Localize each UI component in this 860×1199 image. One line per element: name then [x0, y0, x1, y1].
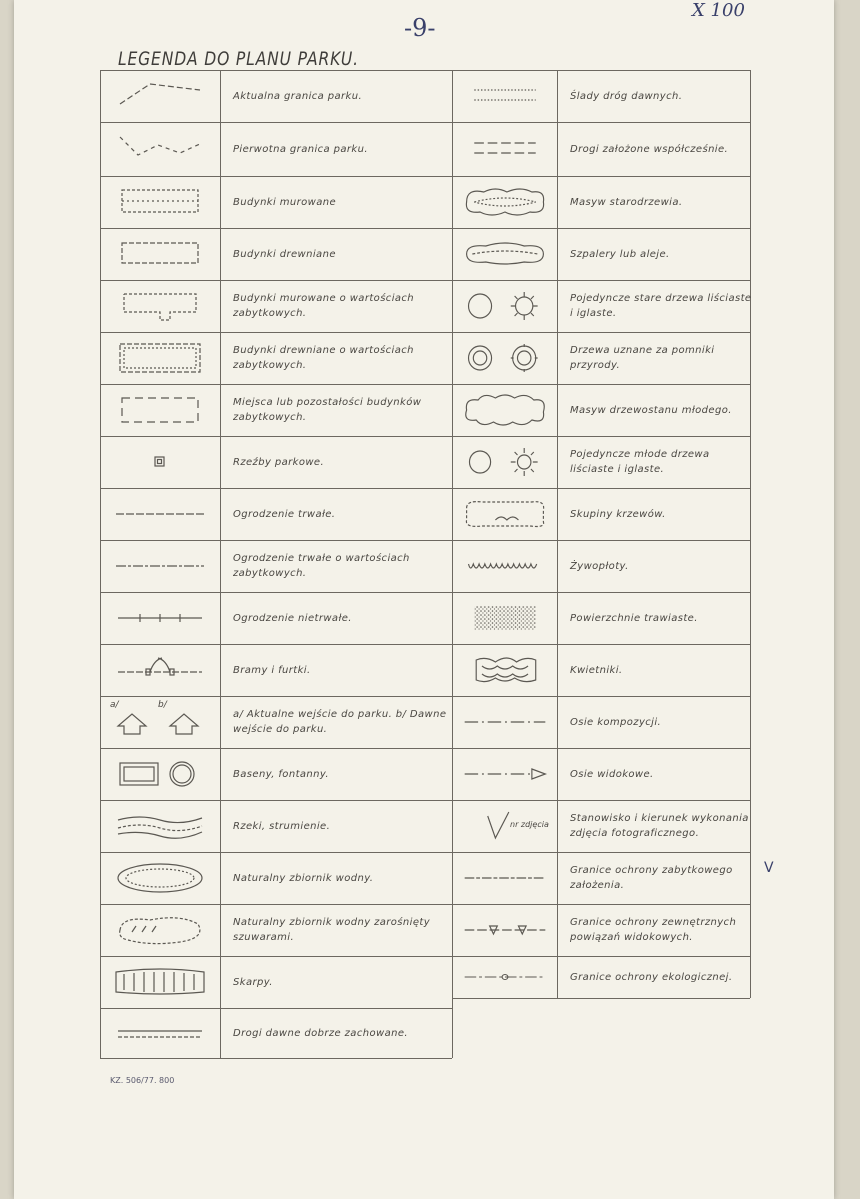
legend-label: Naturalny zbiornik wodny zarośnięty szuwarami.: [233, 917, 431, 943]
legend-label: Stanowisko i kierunek wykonania zdjęcia fotograficznego.: [570, 813, 749, 839]
legend-symbol-cell: [452, 176, 558, 228]
legend-symbol-cell: [452, 852, 558, 904]
legend-row-right: [452, 436, 750, 489]
legend-row-left: [100, 228, 452, 281]
wooden-building-icon: [110, 234, 210, 274]
escarpment-icon: [110, 962, 210, 1002]
legend-label: Skarpy.: [233, 976, 273, 988]
legend-label: Żywopłoty.: [570, 560, 629, 572]
legend-label: Miejsca lub pozostałości budynków zabytkowych.: [233, 397, 422, 423]
legend-symbol-cell: [452, 122, 558, 176]
brick-building-icon: [110, 182, 210, 222]
legend-label: Szpalery lub aleje.: [570, 248, 670, 260]
legend-label: Masyw starodrzewia.: [570, 196, 683, 208]
legend-row-right: [452, 540, 750, 593]
grass-areas-icon: [457, 598, 553, 638]
legend-label: Ogrodzenie trwałe o wartościach zabytkowych.: [233, 553, 410, 579]
original-boundary-line-icon: [110, 129, 210, 169]
legend-row-left: [100, 70, 452, 123]
legend-label: Ogrodzenie trwałe.: [233, 508, 336, 520]
legend-symbol-cell: [100, 540, 221, 592]
entrance-label-b: b/: [158, 700, 167, 710]
legend-row-right: [452, 800, 750, 853]
legend-row-left: [100, 384, 452, 437]
river-stream-icon: [110, 806, 210, 846]
ecological-protection-boundary-icon: [457, 960, 553, 994]
legend-label: Drogi dawne dobrze zachowane.: [233, 1027, 408, 1039]
composition-axes-icon: [457, 702, 553, 742]
legend-label: Rzeźby parkowe.: [233, 456, 325, 468]
legend-label: Budynki drewniane o wartościach zabytkowych.: [233, 345, 414, 371]
legend-label: Skupiny krzewów.: [570, 508, 666, 520]
hedges-icon: [457, 546, 553, 586]
legend-row-right: [452, 956, 750, 999]
old-road-traces-icon: [457, 76, 553, 116]
legend-symbol-cell: [100, 176, 221, 228]
legend-label: Granice ochrony ekologicznej.: [570, 971, 733, 983]
legend-label: Osie widokowe.: [570, 768, 654, 780]
legend-row-left: [100, 956, 452, 1009]
legend-row-left: [100, 122, 452, 177]
legend-symbol-cell: [452, 280, 558, 332]
legend-label: Drzewa uznane za pomniki przyrody.: [570, 345, 715, 371]
legend-row-right: [452, 384, 750, 437]
legend-label: a/ Aktualne wejście do parku. b/ Dawne wejście do parku.: [233, 709, 447, 735]
legend-label: Budynki murowane o wartościach zabytkowych.: [233, 293, 415, 319]
legend-symbol-cell: [452, 644, 558, 696]
legend-symbol-cell: [452, 696, 558, 748]
legend-row-left: [100, 852, 452, 905]
legend-symbol-cell: [452, 436, 558, 488]
corner-handwritten-note: X 100: [692, 0, 745, 21]
legend-label: Granice ochrony zewnętrznych powiązań widokowych.: [570, 917, 737, 943]
young-tree-stand-icon: [457, 390, 553, 430]
single-old-trees-icon: [457, 286, 553, 326]
legend-row-left: [100, 748, 452, 801]
shrub-clusters-icon: [457, 494, 553, 534]
legend-symbol-cell: [100, 332, 221, 384]
legend-label: Pojedyncze młode drzewa liściaste i iglaste.: [570, 449, 710, 475]
legend-label: Bramy i furtki.: [233, 664, 311, 676]
historic-brick-building-icon: [110, 286, 210, 326]
tree-alley-icon: [457, 234, 553, 274]
flower-beds-icon: [457, 650, 553, 690]
legend-symbol-cell: [100, 904, 221, 956]
legend-label: Pojedyncze stare drzewa liściaste i iglaste.: [570, 293, 752, 319]
photo-number-label: nr zdjęcia: [510, 820, 549, 829]
legend-symbol-cell: [100, 384, 221, 436]
legend-row-right: [452, 122, 750, 177]
legend-row-left: [100, 488, 452, 541]
legend-row-right: [452, 592, 750, 645]
legend-row-left: [100, 332, 452, 385]
legend-symbol-cell: [100, 748, 221, 800]
preserved-old-road-icon: [110, 1013, 210, 1053]
legend-symbol-cell: [452, 904, 558, 956]
legend-label: Osie kompozycji.: [570, 716, 662, 728]
legend-symbol-cell: [100, 956, 221, 1008]
legend-symbol-cell: [100, 800, 221, 852]
legend-label: Naturalny zbiornik wodny.: [233, 872, 374, 884]
legend-symbol-cell: [452, 748, 558, 800]
page-number: -9-: [404, 14, 436, 42]
legend-label: Drogi założone współcześnie.: [570, 143, 729, 155]
legend-label: Ślady dróg dawnych.: [570, 90, 683, 102]
natural-water-body-icon: [110, 858, 210, 898]
natural-monument-trees-icon: [457, 338, 553, 378]
gates-icon: [110, 650, 210, 690]
legend-symbol-cell: [452, 488, 558, 540]
legend-row-right: [452, 904, 750, 957]
legend-row-right: [452, 176, 750, 229]
legend-row-left: [100, 904, 452, 957]
view-protection-boundary-icon: [457, 910, 553, 950]
handwritten-check-mark: V: [764, 860, 774, 876]
legend-label: Ogrodzenie nietrwałe.: [233, 612, 352, 624]
legend-row-left: [100, 1008, 452, 1059]
legend-symbol-cell: [100, 488, 221, 540]
legend-label: Powierzchnie trawiaste.: [570, 612, 698, 624]
legend-symbol-cell: [452, 956, 558, 998]
legend-symbol-cell: [452, 70, 558, 122]
pool-fountain-icon: [110, 754, 210, 794]
legend-row-right: [452, 488, 750, 541]
legend-symbol-cell: [452, 592, 558, 644]
view-axes-icon: [457, 754, 553, 794]
legend-symbol-cell: [100, 280, 221, 332]
temporary-fence-icon: [110, 598, 210, 638]
legend-label: Rzeki, strumienie.: [233, 820, 331, 832]
legend-row-right: [452, 70, 750, 123]
legend-row-left: [100, 592, 452, 645]
legend-symbol-cell: [452, 540, 558, 592]
legend-label: Granice ochrony zabytkowego założenia.: [570, 865, 733, 891]
heritage-protection-boundary-icon: [457, 858, 553, 898]
sculpture-icon: [110, 442, 210, 482]
legend-row-left: [100, 800, 452, 853]
legend-symbol-cell: [452, 228, 558, 280]
page-title: LEGENDA DO PLANU PARKU.: [118, 48, 359, 70]
legend-label: Kwietniki.: [570, 664, 623, 676]
legend-symbol-cell: [100, 122, 221, 176]
legend-row-right: [452, 852, 750, 905]
legend-row-left: [100, 280, 452, 333]
legend-row-right: [452, 332, 750, 385]
legend-row-left: [100, 540, 452, 593]
legend-label: Aktualna granica parku.: [233, 90, 363, 102]
legend-symbol-cell: [100, 228, 221, 280]
permanent-fence-icon: [110, 494, 210, 534]
legend-label: Pierwotna granica parku.: [233, 143, 368, 155]
legend-row-right: [452, 748, 750, 801]
overgrown-water-body-icon: [110, 910, 210, 950]
legend-symbol-cell: [452, 332, 558, 384]
legend-row-right: [452, 228, 750, 281]
legend-label: Budynki murowane: [233, 196, 337, 208]
legend-symbol-cell: [100, 696, 221, 748]
legend-label: Baseny, fontanny.: [233, 768, 330, 780]
legend-row-right: [452, 644, 750, 697]
legend-label: Masyw drzewostanu młodego.: [570, 404, 732, 416]
legend-row-left: [100, 696, 452, 749]
modern-roads-icon: [457, 129, 553, 169]
historic-building-remains-icon: [110, 390, 210, 430]
legend-row-left: [100, 436, 452, 489]
footer-stamp: KZ. 506/77. 800: [110, 1076, 175, 1085]
single-young-trees-icon: [457, 442, 553, 482]
legend-row-right: [452, 696, 750, 749]
historic-fence-icon: [110, 546, 210, 586]
legend-symbol-cell: [100, 644, 221, 696]
legend-symbol-cell: [452, 800, 558, 852]
legend-label: Budynki drewniane: [233, 248, 336, 260]
legend-row-right: [452, 280, 750, 333]
legend-symbol-cell: [452, 384, 558, 436]
old-tree-stand-icon: [457, 182, 553, 222]
legend-symbol-cell: [100, 1008, 221, 1058]
legend-symbol-cell: [100, 592, 221, 644]
historic-wooden-building-icon: [110, 338, 210, 378]
legend-symbol-cell: [100, 852, 221, 904]
document-page: [14, 0, 834, 1199]
entrance-label-a: a/: [110, 700, 119, 710]
current-boundary-line-icon: [110, 76, 210, 116]
legend-row-left: [100, 644, 452, 697]
legend-symbol-cell: [100, 70, 221, 122]
legend-symbol-cell: [100, 436, 221, 488]
legend-row-left: [100, 176, 452, 229]
